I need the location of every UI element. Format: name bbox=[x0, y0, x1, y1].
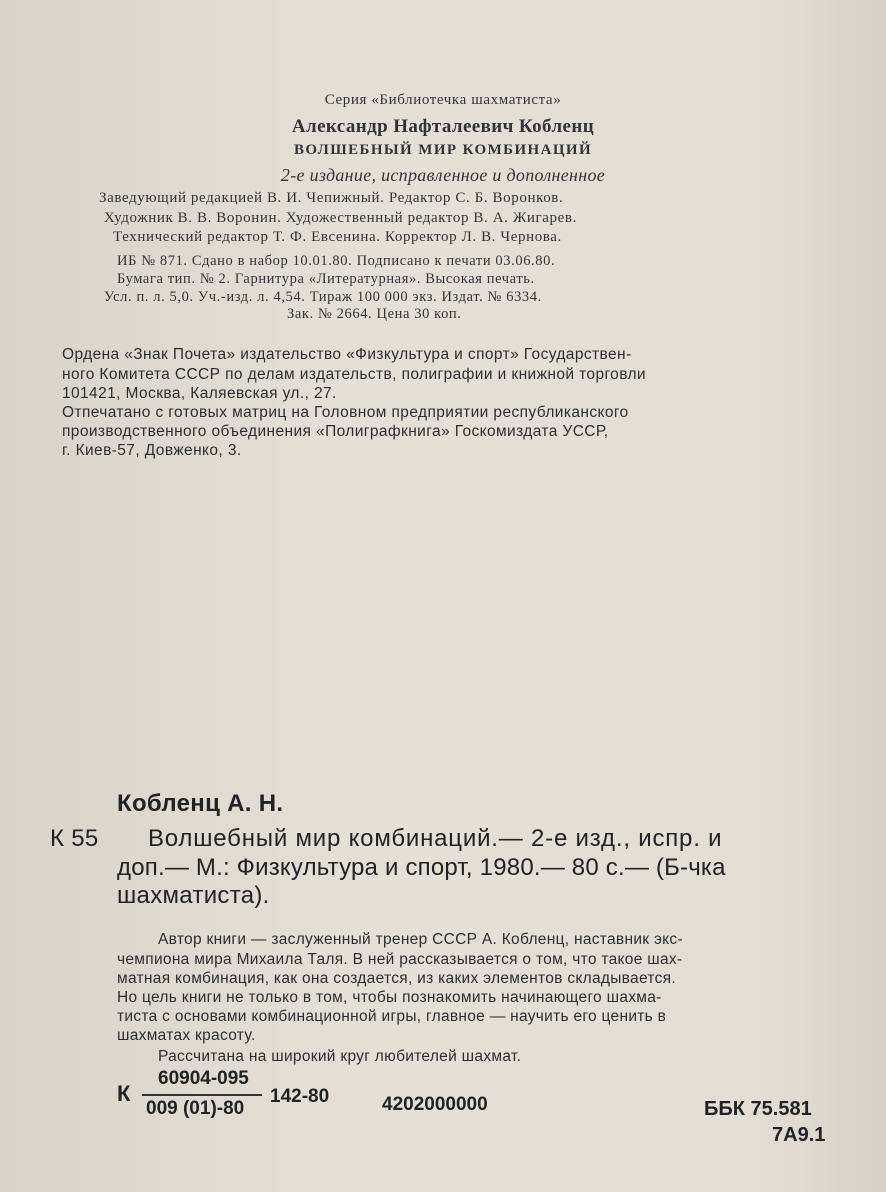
printer-line-1: Отпечатано с готовых матриц на Головном предприятии республиканского bbox=[62, 404, 629, 421]
fraction-line bbox=[142, 1094, 262, 1096]
code-numerator: 60904-095 bbox=[158, 1068, 249, 1089]
print-line-1: ИБ № 871. Сдано в набор 10.01.80. Подписано к печати 03.06.80. bbox=[117, 253, 556, 269]
code-denominator: 009 (01)-80 bbox=[146, 1098, 245, 1119]
staff-line-1: Заведующий редакцией В. И. Чепижный. Редактор С. Б. Воронков. bbox=[99, 190, 564, 206]
staff-line-3: Технический редактор Т. Ф. Евсенина. Корректор Л. В. Чернова. bbox=[113, 229, 562, 245]
staff-line-2: Художник В. В. Воронин. Художественный редактор В. А. Жигарев. bbox=[104, 210, 577, 226]
k-letter: К bbox=[117, 1081, 131, 1106]
annotation-line-7: Рассчитана на широкий круг любителей шахмат. bbox=[158, 1048, 522, 1065]
annotation-line-6: шахматах красоту. bbox=[117, 1027, 256, 1044]
publisher-line-2: ного Комитета СССР по делам издательств, полиграфии и книжной торговли bbox=[62, 366, 646, 383]
annotation-line-1: Автор книги — заслуженный тренер СССР А. Кобленц, наставник экс- bbox=[158, 931, 683, 948]
print-line-4: Зак. № 2664. Цена 30 коп. bbox=[287, 306, 462, 322]
catalog-line-1: Волшебный мир комбинаций.— 2-е изд., испр. и bbox=[148, 825, 723, 852]
annotation-line-4: Но цель книги не только в том, чтобы познакомить начинающего шахма- bbox=[117, 989, 662, 1006]
printer-line-3: г. Киев-57, Довженко, 3. bbox=[62, 442, 242, 459]
print-line-3: Усл. п. л. 5,0. Уч.-изд. л. 4,54. Тираж 100 000 экз. Издат. № 6334. bbox=[104, 289, 542, 305]
publisher-line-1: Ордена «Знак Почета» издательство «Физкультура и спорт» Государствен- bbox=[62, 346, 632, 363]
catalog-line-3: шахматиста). bbox=[117, 882, 270, 909]
annotation-line-3: матная комбинация, как она создается, из каких элементов складывается. bbox=[117, 970, 676, 987]
order-code: 142-80 bbox=[270, 1086, 330, 1107]
catalog-author-heading: Кобленц А. Н. bbox=[117, 790, 284, 817]
edition-line: 2-е издание, исправленное и дополненное bbox=[280, 165, 606, 185]
catalog-line-2: доп.— М.: Физкультура и спорт, 1980.— 80 с.— (Б-чка bbox=[117, 854, 726, 881]
bbk-code: ББК 75.581 bbox=[704, 1098, 812, 1120]
bbk-code-2: 7А9.1 bbox=[772, 1124, 826, 1146]
catalog-code: К 55 bbox=[50, 825, 99, 852]
book-title-caps: ВОЛШЕБНЫЙ МИР КОМБИНАЦИЙ bbox=[293, 142, 593, 158]
annotation-line-5: тиста с основами комбинационной игры, главное — научить его ценить в bbox=[117, 1008, 667, 1025]
printer-line-2: производственного объединения «Полиграфкнига» Госкомиздата УССР, bbox=[62, 423, 609, 440]
catalog-number: 4202000000 bbox=[382, 1094, 488, 1115]
publisher-line-3: 101421, Москва, Каляевская ул., 27. bbox=[62, 385, 337, 402]
print-line-2: Бумага тип. № 2. Гарнитура «Литературная». Высокая печать. bbox=[117, 271, 535, 287]
annotation-line-2: чемпиона мира Михаила Таля. В ней рассказывается о том, что такое шах- bbox=[117, 951, 683, 968]
author-full-name: Александр Нафталеевич Кобленц bbox=[291, 116, 595, 137]
series-line: Серия «Библиотечка шахматиста» bbox=[324, 92, 562, 108]
